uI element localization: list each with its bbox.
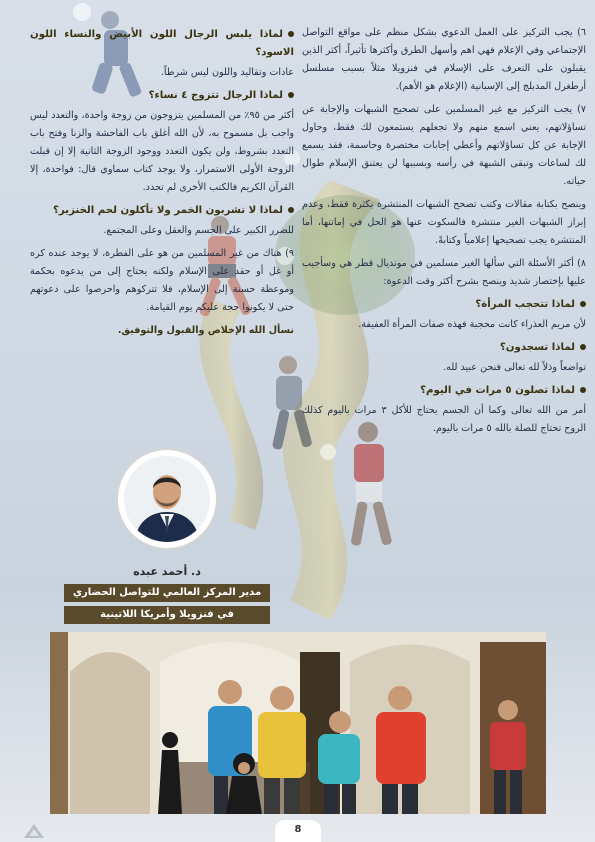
- author-photo-frame: [118, 450, 216, 548]
- answer-text: لأن مريم العذراء كانت محجبة فهذه صفات المرأة العفيفة.: [358, 319, 586, 330]
- bullet-icon: [288, 92, 294, 98]
- bullet-icon: [288, 31, 294, 37]
- answer-text: تواضعاً وذلاً لله تعالى فنحن عبيد لله.: [443, 362, 586, 373]
- author-title-bar: مدير المركز العالمي للتواصل الحضاري: [64, 584, 270, 602]
- left-text-column: [30, 24, 294, 345]
- paragraph-7b: وينصح بكتابة مقالات وكتب تصحح الشبهات المنتشرة بكثرة فقط، وعدم إبراز الشبهات الغير منتشرة فالسكوت عنها هو الحل في إماتتها، أما المنتشرة يجب تصحيحها إعلامياً وكتابةً.: [302, 199, 586, 246]
- author-title-bar: في فنزويلا وأمريكا اللاتينية: [64, 606, 270, 624]
- author-photo: [124, 456, 210, 542]
- mosque-group-photo: [50, 632, 546, 814]
- author-portrait: [124, 456, 210, 542]
- answer-text: أمر من الله تعالى وكما أن الجسم يحتاج للأكل ٣ مرات باليوم كذلك الروح تحتاج للصلة بالله ٥ مرات باليوم.: [302, 405, 586, 434]
- answer-text: للضرر الكبير على الجسم والعقل وعلى المجتمع.: [103, 225, 294, 236]
- question-heading: لماذا تسجدون؟: [302, 339, 586, 357]
- closing-prayer: نسأل الله الإخلاص والقبول والتوفيق.: [117, 325, 294, 336]
- question-heading: لماذا لا تشربون الخمر ولا تأكلون لحم الخنزير؟: [30, 202, 294, 220]
- answer-text: أكثر من ٩٥٪ من المسلمين يتزوجون من زوجة واحدة، والتعدد ليس واجب بل مسموح به، لأن الله أغلق باب الفاحشة والزنا وفتح باب التعدد بشروط، ولن يكون التعدد ووجود الزوجة الثانية إلا إن قبلت الزوجة الأولى الاستمرار، ولا يوجد كتاب سماوي قال: فواحدة، إلا القرآن الكريم فالكتب الأخرى لم تحدد.: [30, 110, 294, 193]
- paragraph-6: ٦) يجب التركيز على العمل الدعوي بشكل منظم على مواقع التواصل الإجتماعي وفي الإعلام فهي اهم وأسهل الطرق وأكثرها تأثيراً، أكثر الذين يقبلون على التعرف على الإسلام في فنزويلا مثلاً بسبب مسلسل أرطغرل المدبلج إلى الإسبانية (الإعلام هو الأهم).: [302, 27, 586, 92]
- author-name: د. أحمد عبده: [133, 565, 201, 578]
- bullet-icon: [580, 387, 586, 393]
- bullet-icon: [288, 207, 294, 213]
- paragraph-8: ٨) أكثر الأسئلة التي سألها الغير مسلمين في مونديال قطر هي وسأجيب عليها بإختصار شديد وينصح بشرح أكثر وقت الدعوة:: [302, 258, 586, 287]
- question-heading: لماذا تتحجب المرأة؟: [302, 296, 586, 314]
- right-text-column: [302, 24, 586, 443]
- bullet-icon: [580, 344, 586, 350]
- group-photo: [50, 632, 546, 814]
- answer-text: عادات وتقاليد واللون ليس شرطاً.: [160, 67, 294, 78]
- paragraph-9: ٩) هناك من غير المسلمين من هو على الفطرة، لا يوجد عنده كره أو غل أو حقد على الإسلام ولكنه يحتاج إلى من يدعوه بحكمة وموعظة حسنة إلى الإسلام، فلا تتركوهم واحرصوا على دعوتهم حتى لا يكونوا حجة عليكم يوم القيامة.: [30, 248, 294, 313]
- paragraph-7: ٧) يجب التركيز مع غير المسلمين على تصحيح الشبهات والإجابة عن تساؤلاتهم، يعني اسمع منهم ولا تجعلهم يستمعون لك فقط، وحاول الإجابة عن كل تساؤلاتهم وأعطي إجابات مختصرة وحاسمة، فقد يسمع لك لساعات وتبقى الشبهة في رأسه وبسببها لن يعتنق الإسلام طوال حياته.: [302, 104, 586, 187]
- corner-logo-icon: [24, 824, 44, 838]
- question-heading: لماذا تصلون ٥ مرات في اليوم؟: [302, 382, 586, 400]
- bullet-icon: [580, 301, 586, 307]
- question-heading: لماذا يلبس الرجال اللون الأبيض والنساء اللون الاسود؟: [30, 29, 294, 58]
- page-number: 8: [294, 824, 302, 835]
- question-heading: لماذا الرجال تتزوج ٤ نساء؟: [30, 87, 294, 105]
